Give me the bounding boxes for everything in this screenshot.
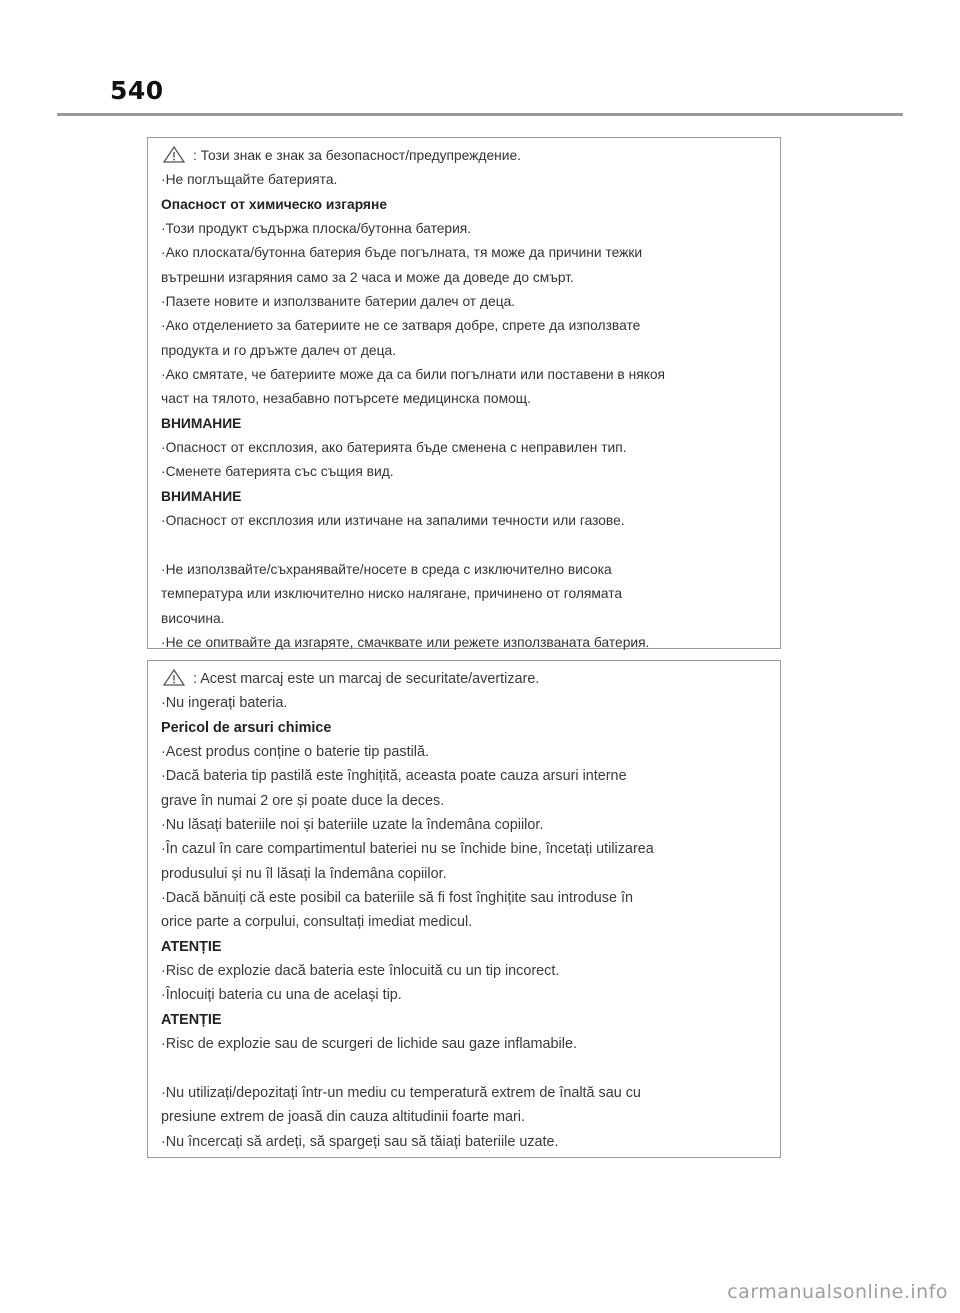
text-line: ·Не се опитвайте да изгаряте, смачквате или режете използваната батерия. bbox=[161, 634, 650, 650]
section-heading: Опасност от химическо изгаряне bbox=[161, 196, 387, 212]
text-line: височина. bbox=[161, 610, 225, 626]
text-line: ·Înlocuiți bateria cu una de același tip. bbox=[161, 987, 402, 1004]
section-heading: ВНИМАНИЕ bbox=[161, 415, 242, 431]
warning-heading-line bbox=[161, 667, 780, 691]
text-line: ·Пазете новите и използваните батерии далеч от деца. bbox=[161, 294, 516, 310]
page-number: 540 bbox=[110, 76, 164, 105]
text-line: ·Dacă bateria tip pastilă este înghițită, aceasta poate cauza arsuri interne bbox=[161, 768, 627, 785]
section-heading: Pericol de arsuri chimice bbox=[161, 719, 332, 736]
blank-line bbox=[161, 534, 780, 558]
section-heading: ATENȚIE bbox=[161, 938, 222, 955]
text-line: ·Сменете батерията със същия вид. bbox=[161, 464, 394, 480]
text-line: продукта и го дръжте далеч от деца. bbox=[161, 342, 397, 358]
text-line: температура или изключително ниско налягане, причинено от голямата bbox=[161, 586, 623, 602]
text-line: orice parte a corpului, consultați imediat medicul. bbox=[161, 914, 473, 931]
text-line: ·Ако плоската/бутонна батерия бъде погълната, тя може да причини тежки bbox=[161, 245, 643, 261]
text-line: ·Не поглъщайте батерията. bbox=[161, 172, 338, 188]
warning-box-romanian bbox=[147, 660, 781, 1158]
text-line: ·Опасност от експлозия, ако батерията бъде сменена с неправилен тип. bbox=[161, 440, 627, 456]
text-line: ·Ако смятате, че батериите може да са били погълнати или поставени в някоя bbox=[161, 367, 666, 383]
text-line: grave în numai 2 ore și poate duce la deces. bbox=[161, 792, 445, 809]
warning-heading-text: : Този знак е знак за безопасност/предупреждение. bbox=[193, 148, 521, 163]
text-line: ·Nu lăsați bateriile noi și bateriile uzate la îndemâna copiilor. bbox=[161, 817, 544, 834]
text-line: ·Risc de explozie dacă bateria este înlocuită cu un tip incorect. bbox=[161, 963, 560, 980]
section-heading: ATENȚIE bbox=[161, 1011, 222, 1028]
warning-heading-line bbox=[161, 144, 780, 168]
text-line: ·Ако отделението за батериите не се затваря добре, спрете да използвате bbox=[161, 318, 641, 334]
text-line: ·Acest produs conține o baterie tip pastilă. bbox=[161, 744, 429, 761]
text-line: ·Nu încercați să ardeți, să spargeți sau să tăiați bateriile uzate. bbox=[161, 1133, 559, 1150]
text-line: ·Dacă bănuiți că este posibil ca bateriile să fi fost înghițite sau introduse în bbox=[161, 890, 633, 907]
watermark: carmanualsonline.info bbox=[727, 1281, 948, 1303]
text-line: вътрешни изгаряния само за 2 часа и може да доведе до смърт. bbox=[161, 269, 574, 285]
text-line: presiune extrem de joasă din cauza altitudinii foarte mari. bbox=[161, 1109, 525, 1126]
text-line: ·Опасност от експлозия или изтичане на запалими течности или газове. bbox=[161, 513, 625, 529]
text-line: ·Risc de explozie sau de scurgeri de lichide sau gaze inflamabile. bbox=[161, 1036, 577, 1053]
header-divider bbox=[57, 113, 903, 116]
warning-box-bulgarian bbox=[147, 137, 781, 649]
warning-heading-text: : Acest marcaj este un marcaj de securitate/avertizare. bbox=[193, 671, 540, 687]
text-line: ·Nu utilizați/depozitați într-un mediu cu temperatură extrem de înaltă sau cu bbox=[161, 1084, 641, 1101]
text-line: част на тялото, незабавно потърсете медицинска помощ. bbox=[161, 391, 531, 407]
blank-line bbox=[161, 1057, 780, 1081]
text-line: ·În cazul în care compartimentul bateriei nu se închide bine, încetați utilizarea bbox=[161, 841, 654, 858]
text-line: ·Nu ingerați bateria. bbox=[161, 695, 288, 712]
section-heading: ВНИМАНИЕ bbox=[161, 488, 242, 504]
text-line: ·Не използвайте/съхранявайте/носете в среда с изключително висока bbox=[161, 561, 612, 577]
text-line: produsului și nu îl lăsați la îndemâna copiilor. bbox=[161, 865, 447, 882]
text-line: ·Този продукт съдържа плоска/бутонна батерия. bbox=[161, 221, 472, 237]
